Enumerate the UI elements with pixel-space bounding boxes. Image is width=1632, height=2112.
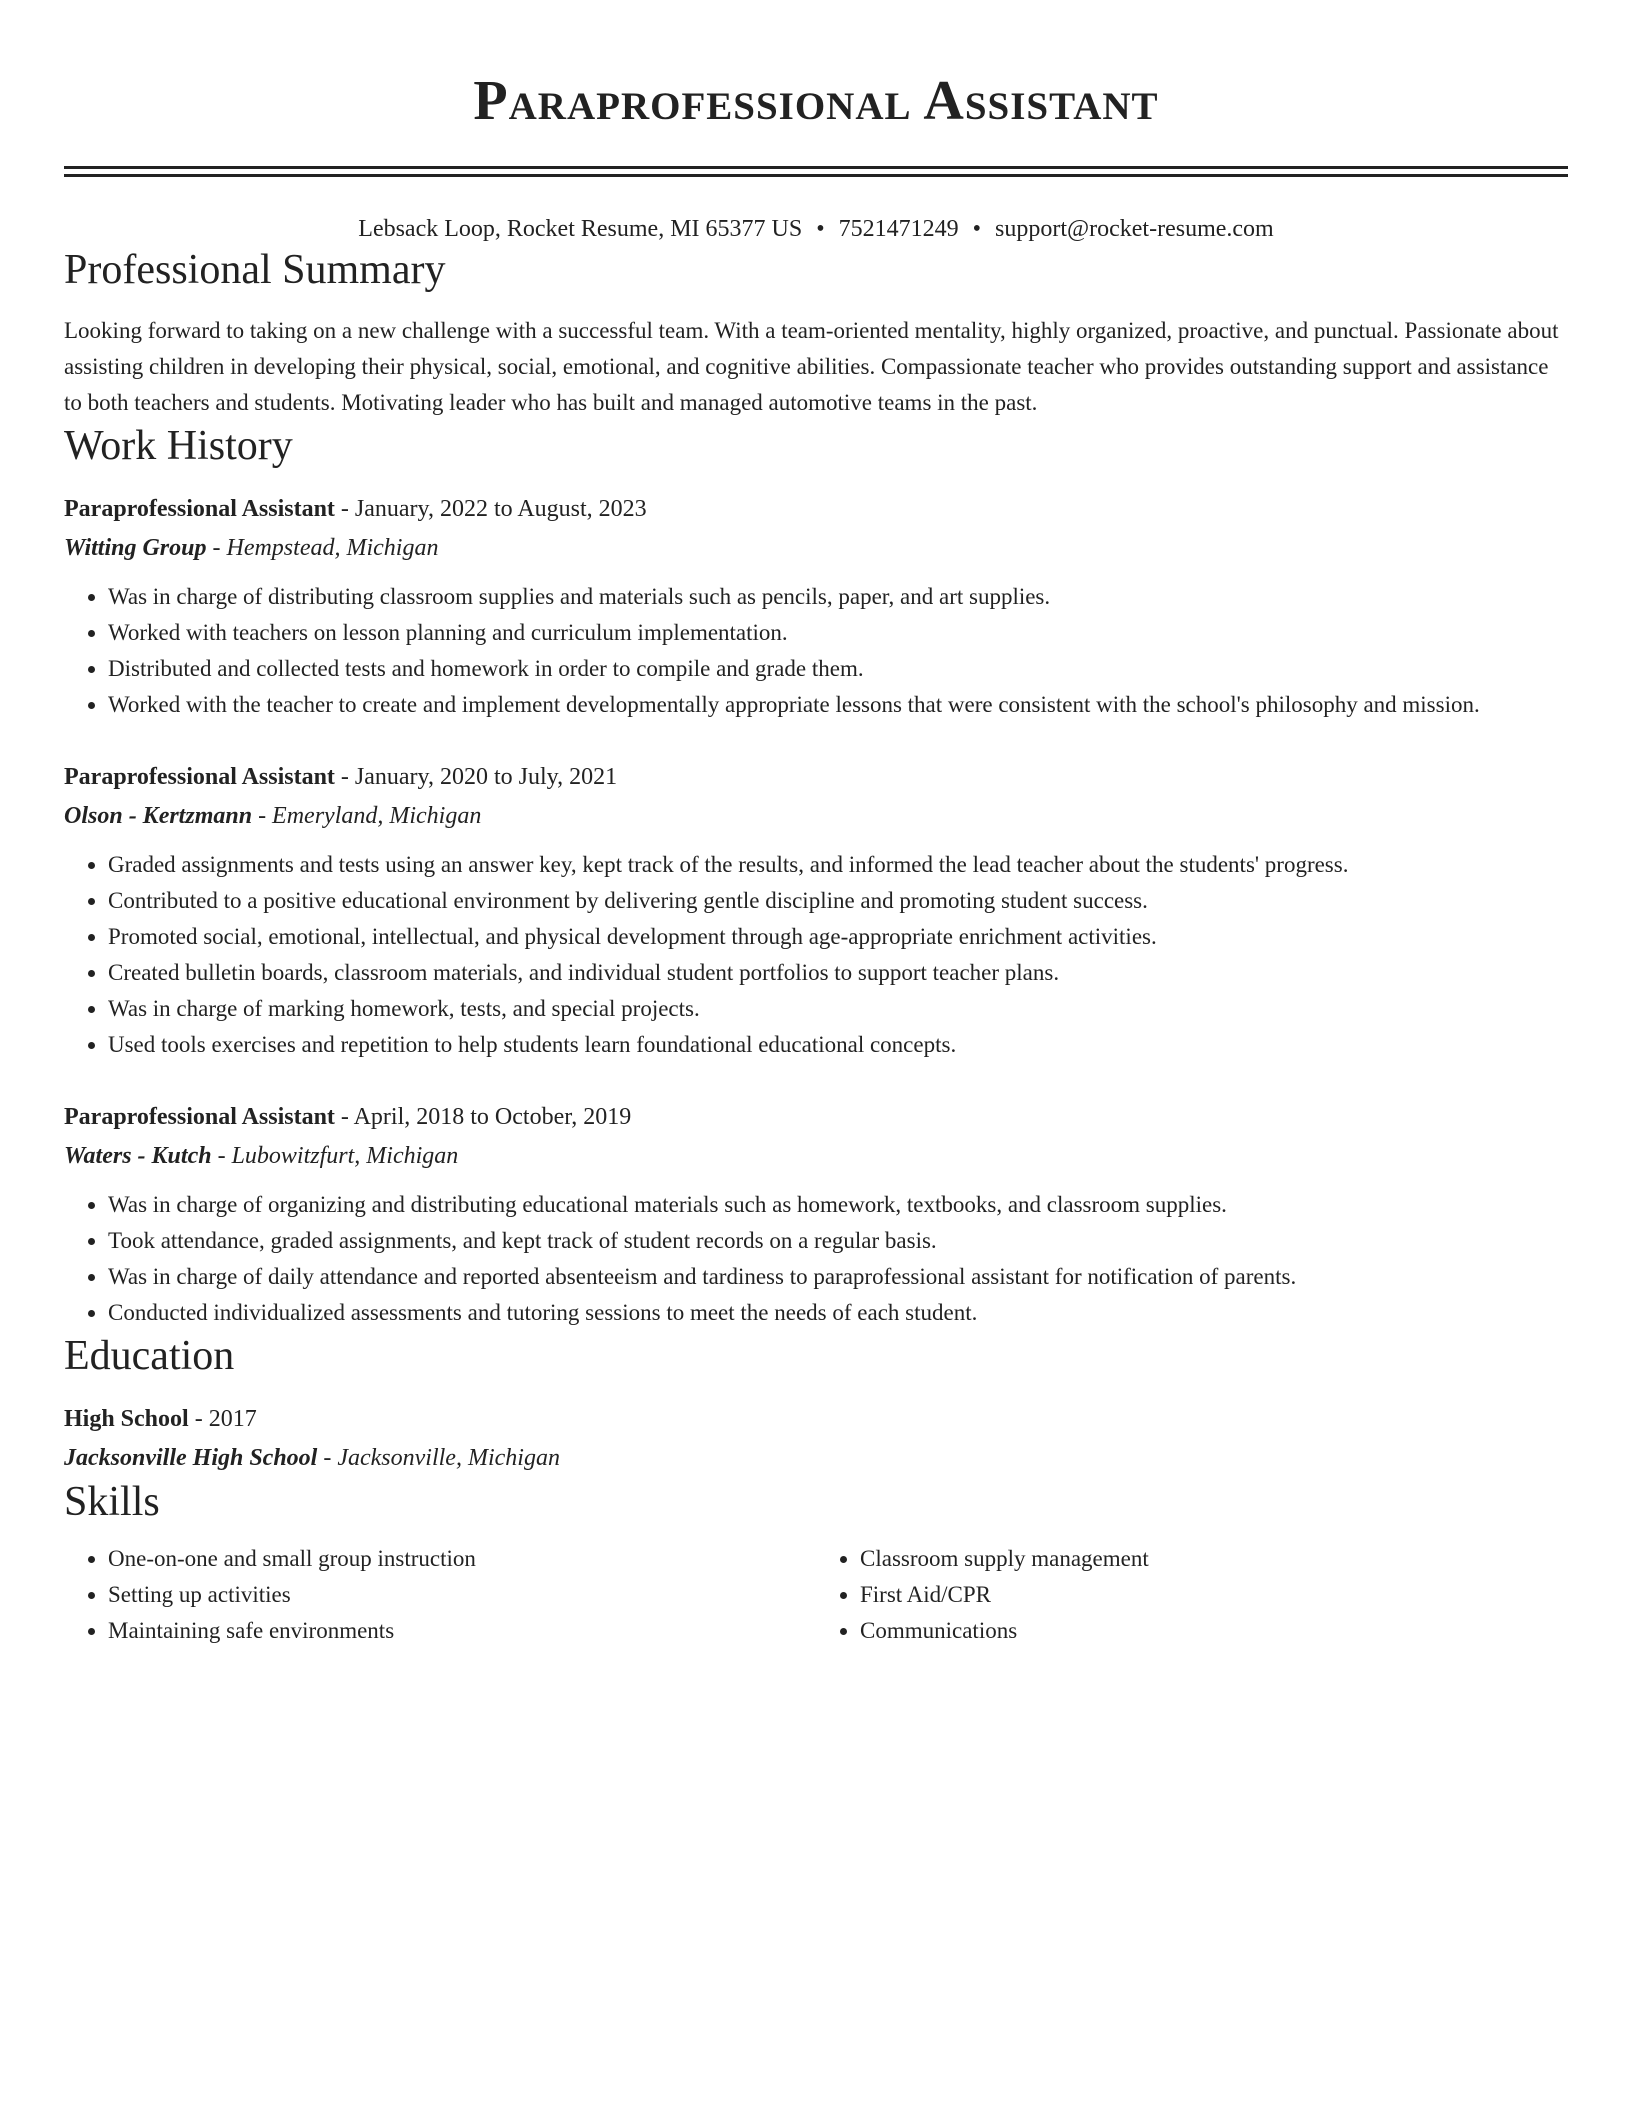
list-item: • Was in charge of daily attendance and reported absenteeism and tardiness to paraprofessional assistant for notification of parents. bbox=[108, 1259, 1568, 1295]
list-item: • Was in charge of marking homework, tests, and special projects. bbox=[108, 991, 1568, 1027]
job-entry bbox=[64, 757, 1568, 1063]
education-year: - 2017 bbox=[188, 1406, 257, 1432]
skill-item: • Communications bbox=[860, 1613, 1568, 1649]
job-dates: - January, 2020 to July, 2021 bbox=[334, 764, 618, 790]
list-item: • Took attendance, graded assignments, and kept track of student records on a regular basis. bbox=[108, 1223, 1568, 1259]
list-item: • Worked with the teacher to create and implement developmentally appropriate lessons that were consistent with the school's philosophy and mission. bbox=[108, 687, 1568, 723]
job-location: - Emeryland, Michigan bbox=[252, 803, 482, 829]
contact-separator: • bbox=[972, 216, 982, 242]
list-item: • Was in charge of distributing classroom supplies and materials such as pencils, paper, and art supplies. bbox=[108, 579, 1568, 615]
job-dates: - April, 2018 to October, 2019 bbox=[334, 1104, 632, 1130]
job-duties-list bbox=[64, 847, 1568, 1063]
skill-item: • Maintaining safe environments bbox=[108, 1613, 816, 1649]
title-divider-top bbox=[64, 166, 1568, 169]
contact-email: support@rocket-resume.com bbox=[995, 216, 1274, 242]
job-title: Paraprofessional Assistant bbox=[64, 764, 335, 790]
contact-separator: • bbox=[816, 216, 825, 242]
education-location: - Jacksonville, Michigan bbox=[317, 1445, 560, 1471]
list-item: • Was in charge of organizing and distributing educational materials such as homework, textbooks, and classroom supplies. bbox=[108, 1187, 1568, 1223]
summary-heading: Professional Summary bbox=[64, 247, 446, 293]
resume-title: Paraprofessional Assistant bbox=[473, 70, 1159, 132]
skill-item: • One-on-one and small group instruction bbox=[108, 1541, 816, 1577]
job-duties-list bbox=[64, 579, 1568, 723]
job-entry bbox=[64, 1097, 1568, 1331]
skills-heading: Skills bbox=[64, 1479, 160, 1525]
education-school: Jacksonville High School bbox=[64, 1445, 318, 1471]
contact-address: Lebsack Loop, Rocket Resume, MI 65377 US bbox=[358, 216, 803, 242]
skills-columns bbox=[64, 1541, 1568, 1649]
skills-list-left bbox=[64, 1541, 816, 1649]
education-degree: High School bbox=[64, 1406, 189, 1432]
list-item: • Worked with teachers on lesson planning and curriculum implementation. bbox=[108, 615, 1568, 651]
job-company: Olson - Kertzmann bbox=[64, 803, 253, 829]
job-dates: - January, 2022 to August, 2023 bbox=[334, 496, 647, 522]
job-title-line bbox=[64, 489, 1568, 529]
list-item: • Distributed and collected tests and homework in order to compile and grade them. bbox=[108, 651, 1568, 687]
job-title: Paraprofessional Assistant bbox=[64, 496, 335, 522]
contact-line bbox=[64, 213, 1568, 245]
job-company-line bbox=[64, 1137, 1568, 1175]
education-degree-line bbox=[64, 1399, 1568, 1439]
job-company: Waters - Kutch bbox=[64, 1143, 212, 1169]
list-item: • Graded assignments and tests using an answer key, kept track of the results, and informed the lead teacher about the students' progress. bbox=[108, 847, 1568, 883]
list-item: • Promoted social, emotional, intellectual, and physical development through age-appropriate enrichment activities. bbox=[108, 919, 1568, 955]
job-entry bbox=[64, 489, 1568, 723]
job-title-line bbox=[64, 1097, 1568, 1137]
job-company-line bbox=[64, 797, 1568, 835]
list-item: • Used tools exercises and repetition to help students learn foundational educational concepts. bbox=[108, 1027, 1568, 1063]
skill-item: • Setting up activities bbox=[108, 1577, 816, 1613]
education-heading: Education bbox=[64, 1333, 235, 1379]
skills-list-right bbox=[816, 1541, 1568, 1649]
job-title-line bbox=[64, 757, 1568, 797]
job-company-line bbox=[64, 529, 1568, 567]
job-title: Paraprofessional Assistant bbox=[64, 1104, 335, 1130]
skill-item: • Classroom supply management bbox=[860, 1541, 1568, 1577]
summary-text: Looking forward to taking on a new challenge with a successful team. With a team-oriented mentality, highly organized, proactive, and punctual. Passionate about assisting children in developing their physical, social, emotional, and cognitive abilities. Compassionate teacher who provides outstanding support and assistance to both teachers and students. Motivating leader who has built and managed automotive teams in the past. bbox=[64, 318, 1559, 415]
title-divider-bottom bbox=[64, 174, 1568, 177]
job-company: Witting Group bbox=[64, 535, 207, 561]
work-history-heading: Work History bbox=[64, 423, 293, 469]
education-school-line bbox=[64, 1439, 1568, 1477]
list-item: • Contributed to a positive educational environment by delivering gentle discipline and promoting student success. bbox=[108, 883, 1568, 919]
education-entry bbox=[64, 1399, 1568, 1477]
job-location: - Lubowitzfurt, Michigan bbox=[211, 1143, 459, 1169]
job-duties-list bbox=[64, 1187, 1568, 1331]
contact-phone: 7521471249 bbox=[838, 216, 959, 242]
job-location: - Hempstead, Michigan bbox=[206, 535, 439, 561]
list-item: • Created bulletin boards, classroom materials, and individual student portfolios to support teacher plans. bbox=[108, 955, 1568, 991]
skill-item: • First Aid/CPR bbox=[860, 1577, 1568, 1613]
list-item: • Conducted individualized assessments and tutoring sessions to meet the needs of each student. bbox=[108, 1295, 1568, 1331]
